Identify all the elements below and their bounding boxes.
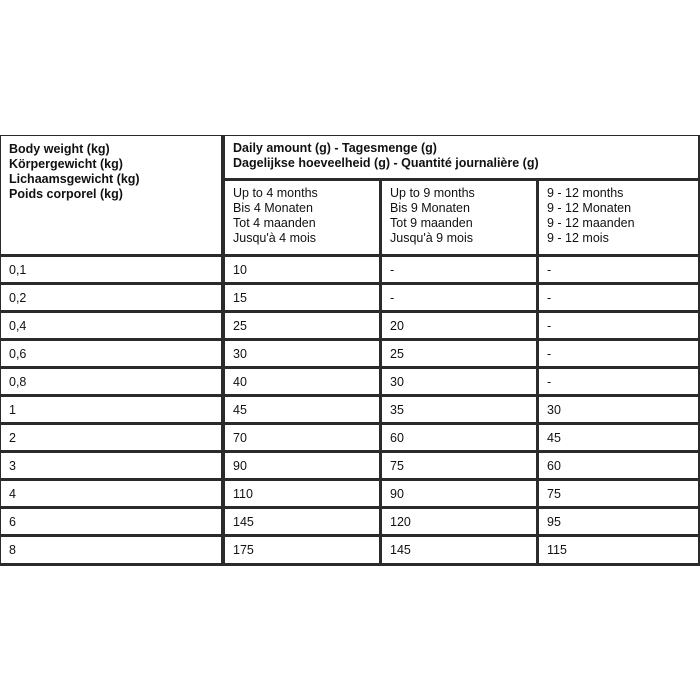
amount-cell: 30 [382, 369, 539, 397]
amount-cell: - [539, 285, 700, 313]
amount-cell: - [539, 257, 700, 285]
body-weight-label-de: Körpergewicht (kg) [9, 157, 123, 171]
amount-cell: 60 [539, 453, 700, 481]
age-label: 9 - 12 months [547, 186, 624, 200]
table-row [1, 397, 700, 425]
table-row [1, 313, 700, 341]
table-row [1, 453, 700, 481]
amount-cell: 20 [382, 313, 539, 341]
amount-cell: 90 [382, 481, 539, 509]
amount-cell: 35 [382, 397, 539, 425]
amount-cell: - [539, 341, 700, 369]
age-label: Tot 9 maanden [390, 216, 473, 230]
amount-cell: 25 [382, 341, 539, 369]
age-label: 9 - 12 mois [547, 231, 609, 245]
table-row [1, 257, 700, 285]
amount-cell: 175 [225, 537, 382, 565]
table-row [1, 425, 700, 453]
weight-cell: 0,6 [1, 341, 225, 369]
weight-cell: 0,4 [1, 313, 225, 341]
age-group-header-9-12-months [539, 181, 700, 257]
amount-cell: 30 [539, 397, 700, 425]
age-label: Jusqu'à 9 mois [390, 231, 473, 245]
weight-cell: 0,8 [1, 369, 225, 397]
weight-cell: 4 [1, 481, 225, 509]
amount-cell: 25 [225, 313, 382, 341]
amount-cell: 90 [225, 453, 382, 481]
weight-cell: 2 [1, 425, 225, 453]
amount-cell: 15 [225, 285, 382, 313]
table-row [1, 341, 700, 369]
amount-cell: - [382, 257, 539, 285]
amount-cell: 95 [539, 509, 700, 537]
amount-cell: 115 [539, 537, 700, 565]
amount-cell: - [539, 369, 700, 397]
daily-amount-label-en-de: Daily amount (g) - Tagesmenge (g) [233, 141, 437, 155]
body-weight-label-fr: Poids corporel (kg) [9, 187, 123, 201]
table-row [1, 509, 700, 537]
daily-amount-header [225, 136, 700, 181]
amount-cell: 45 [539, 425, 700, 453]
daily-amount-label-nl-fr: Dagelijkse hoeveelheid (g) - Quantité journalière (g) [233, 156, 539, 170]
amount-cell: 45 [225, 397, 382, 425]
age-label: Tot 4 maanden [233, 216, 316, 230]
weight-cell: 1 [1, 397, 225, 425]
amount-cell: 145 [225, 509, 382, 537]
weight-cell: 0,2 [1, 285, 225, 313]
age-label: Bis 9 Monaten [390, 201, 470, 215]
amount-cell: 60 [382, 425, 539, 453]
age-group-header-4-months [225, 181, 382, 257]
table-row [1, 481, 700, 509]
body-weight-header [1, 136, 225, 257]
weight-cell: 0,1 [1, 257, 225, 285]
weight-cell: 8 [1, 537, 225, 565]
amount-cell: 110 [225, 481, 382, 509]
body-weight-label-en: Body weight (kg) [9, 142, 110, 156]
age-label: Up to 4 months [233, 186, 318, 200]
age-label: 9 - 12 maanden [547, 216, 635, 230]
amount-cell: - [382, 285, 539, 313]
age-label: 9 - 12 Monaten [547, 201, 632, 215]
feeding-table [0, 135, 700, 566]
header-row-top [1, 136, 700, 181]
amount-cell: 75 [539, 481, 700, 509]
amount-cell: - [539, 313, 700, 341]
amount-cell: 30 [225, 341, 382, 369]
table-row [1, 369, 700, 397]
amount-cell: 40 [225, 369, 382, 397]
amount-cell: 145 [382, 537, 539, 565]
weight-cell: 3 [1, 453, 225, 481]
age-label: Bis 4 Monaten [233, 201, 313, 215]
amount-cell: 70 [225, 425, 382, 453]
amount-cell: 120 [382, 509, 539, 537]
amount-cell: 10 [225, 257, 382, 285]
age-group-header-9-months [382, 181, 539, 257]
amount-cell: 75 [382, 453, 539, 481]
table-row [1, 285, 700, 313]
age-label: Up to 9 months [390, 186, 475, 200]
body-weight-label-nl: Lichaamsgewicht (kg) [9, 172, 140, 186]
table-row [1, 537, 700, 565]
weight-cell: 6 [1, 509, 225, 537]
age-label: Jusqu'à 4 mois [233, 231, 316, 245]
